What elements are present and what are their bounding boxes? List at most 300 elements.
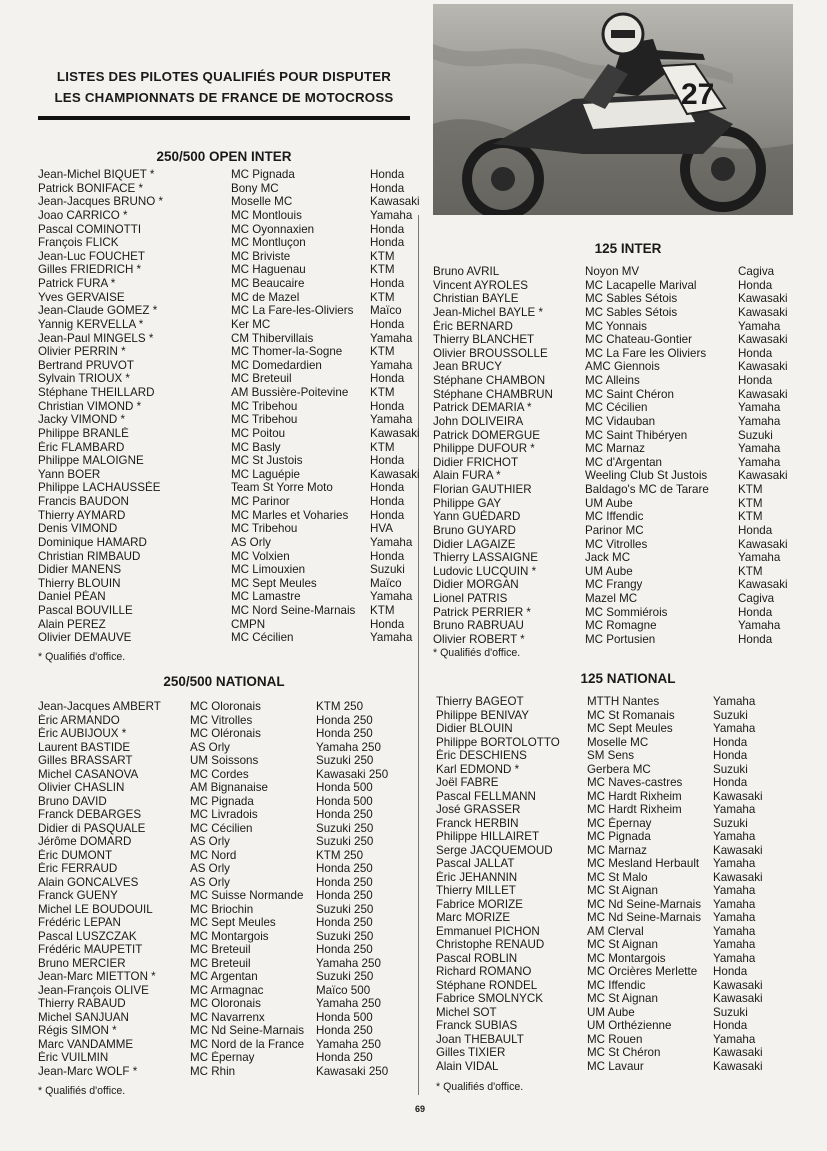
pilot-row: [38, 808, 396, 822]
pilot-name: Marc VANDAMME: [38, 1037, 134, 1051]
pilot-row: [38, 835, 396, 849]
motorcycle-brand: Yamaha: [370, 413, 413, 427]
club-name: MC Épernay: [587, 816, 652, 830]
pilot-name: Philippe HILLAIRET: [436, 830, 540, 844]
motorcycle-brand: Suzuki 250: [316, 929, 374, 943]
pilot-name: Pascal JALLAT: [436, 857, 515, 871]
pilot-row: [38, 1024, 396, 1038]
pilot-row: [38, 372, 440, 386]
motorcycle-brand: Yamaha 250: [316, 956, 381, 970]
club-name: MC Briochin: [190, 902, 254, 916]
pilot-row: [433, 551, 812, 565]
pilot-row: [436, 871, 775, 885]
motorcycle-brand: Yamaha: [370, 358, 413, 372]
club-name: UM Aube: [585, 496, 633, 510]
motorcycle-brand: Honda 250: [316, 1051, 373, 1065]
motorcycle-brand: Yamaha: [713, 924, 756, 938]
club-name: MC St Chéron: [587, 1046, 661, 1060]
club-name: MC Pignada: [587, 830, 651, 844]
pilot-row: [433, 401, 812, 415]
pilot-name: Éric FERRAUD: [38, 862, 118, 876]
pilot-row: [433, 360, 812, 374]
motorcycle-brand: Kawasaki: [738, 578, 788, 592]
club-name: MC Nord de la France: [190, 1037, 305, 1051]
motorcycle-brand: KTM 250: [316, 700, 364, 713]
pilot-name: Yannig KERVELLA *: [38, 317, 144, 331]
motorcycle-brand: Honda: [370, 372, 405, 386]
pilot-row: [38, 332, 440, 346]
page-headline: [38, 66, 410, 108]
club-name: MC Breteuil: [190, 956, 251, 970]
pilot-name: Jean-Jacques AMBERT: [38, 700, 161, 713]
pilot-row: [433, 606, 812, 620]
club-name: Jack MC: [585, 551, 631, 565]
pilot-row: [436, 992, 775, 1006]
motorcycle-brand: Kawasaki 250: [316, 1064, 389, 1078]
club-name: MC Poitou: [231, 426, 286, 440]
pilot-row: [38, 550, 440, 564]
pilot-name: Éric ARMANDO: [38, 713, 120, 727]
pilot-name: Bruno GUYARD: [433, 523, 516, 537]
pilot-name: Éric DUMONT: [38, 848, 113, 862]
pilot-row: [38, 889, 396, 903]
pilot-name: Emmanuel PICHON: [436, 924, 540, 938]
pilot-row: [433, 415, 812, 429]
club-name: MC Hardt Rixheim: [587, 789, 682, 803]
motorcycle-brand: Honda: [370, 277, 405, 290]
section-title-open-inter: 250/500 OPEN INTER: [156, 149, 292, 164]
motorcycle-brand: KTM: [370, 249, 395, 263]
pilot-name: José GRASSER: [436, 803, 521, 817]
motorcycle-brand: Kawasaki: [713, 789, 763, 803]
pilot-row: [38, 822, 396, 836]
club-name: MC Cécilien: [231, 631, 294, 645]
pilot-name: Jean-Marc MIETTON *: [38, 970, 156, 984]
pilot-row: [38, 563, 440, 577]
pilot-row: [38, 781, 396, 795]
pilot-row: [38, 400, 440, 414]
club-name: MC Oloronais: [190, 700, 261, 713]
pilot-name: Gilles TIXIER: [436, 1046, 506, 1060]
headline-line-2: LES CHAMPIONNATS DE FRANCE DE MOTOCROSS: [54, 90, 394, 105]
pilot-row: [38, 509, 440, 523]
club-name: MC Volxien: [231, 549, 290, 563]
pilot-row: [433, 565, 812, 579]
pilot-name: Joao CARRICO *: [38, 208, 128, 222]
pilot-name: Dominique HAMARD: [38, 535, 147, 549]
club-name: MC Sept Meules: [587, 722, 673, 736]
pilot-row: [436, 1046, 775, 1060]
club-name: MC Beaucaire: [231, 277, 305, 290]
motorcycle-brand: Kawasaki: [738, 387, 788, 401]
pilot-name: Didier FRICHOT: [433, 455, 519, 469]
motorcycle-brand: Yamaha: [370, 590, 413, 604]
motorcycle-brand: KTM: [370, 345, 395, 359]
pilot-name: Jean-Jacques BRUNO *: [38, 195, 164, 209]
pilot-row: [433, 333, 812, 347]
motorcycle-brand: KTM: [738, 483, 763, 496]
pilot-name: Fabrice SMOLNYCK: [436, 992, 543, 1006]
pilot-row: [38, 618, 440, 632]
club-name: MC Tribehou: [231, 399, 298, 413]
pilot-name: Alain GONCALVES: [38, 875, 139, 889]
pilot-row: [433, 374, 812, 388]
pilot-name: Patrick DOMERGUE: [433, 428, 540, 442]
pilot-row: [38, 849, 396, 863]
pilot-row: [433, 633, 812, 647]
club-name: MC Montluçon: [231, 236, 306, 250]
pilot-name: Olivier BROUSSOLLE: [433, 346, 548, 360]
club-name: MC Saint Chéron: [585, 387, 674, 401]
pilot-row: [38, 631, 440, 645]
pilot-row: [38, 250, 440, 264]
pilot-row: [436, 817, 775, 831]
motorcycle-brand: Yamaha: [713, 722, 756, 736]
club-name: MC d'Argentan: [585, 455, 662, 469]
motorcycle-brand: Honda: [370, 222, 405, 236]
pilot-row: [436, 803, 775, 817]
pilot-name: Jean-Luc FOUCHET: [38, 249, 145, 263]
pilot-name: Sylvain TRIOUX *: [38, 372, 130, 386]
pilot-row: [433, 429, 812, 443]
pilot-name: Jean-François OLIVE: [38, 983, 149, 997]
pilot-name: Thierry BLOUIN: [38, 576, 121, 590]
pilot-row: [433, 306, 812, 320]
pilot-row: [38, 413, 440, 427]
pilot-row: [38, 795, 396, 809]
open-inter-table: [38, 168, 440, 645]
pilot-row: [38, 345, 440, 359]
national-250-500-note: * Qualifiés d'office.: [38, 1085, 126, 1097]
pilot-name: John DOLIVEIRA: [433, 414, 524, 428]
pilot-name: Philippe LACHAUSSÉE: [38, 481, 161, 495]
club-name: MC Orcières Merlette: [587, 965, 698, 979]
pilot-name: Michel SOT: [436, 1005, 497, 1019]
motorcycle-brand: Yamaha 250: [316, 740, 381, 754]
motorcycle-brand: Honda 250: [316, 713, 373, 727]
motorcycle-brand: Honda: [713, 735, 748, 749]
club-name: Noyon MV: [585, 265, 640, 278]
club-name: AM Bussière-Poitevine: [231, 386, 349, 399]
pilot-row: [38, 195, 440, 209]
club-name: MC St Justois: [231, 454, 303, 468]
pilot-name: Patrick FURA *: [38, 277, 116, 290]
national-250-500-table: [38, 700, 396, 1078]
motorcycle-brand: Kawasaki: [370, 467, 420, 481]
motorcycle-brand: Cagiva: [738, 265, 775, 278]
club-name: MC Vitrolles: [190, 713, 253, 727]
pilot-row: [38, 236, 440, 250]
pilot-name: Christian RIMBAUD: [38, 549, 141, 563]
pilot-name: Jean-Marc WOLF *: [38, 1064, 138, 1078]
motorcycle-brand: Yamaha 250: [316, 997, 381, 1011]
motorcycle-brand: Honda: [370, 317, 405, 331]
club-name: AM Clerval: [587, 924, 644, 938]
motorcycle-brand: KTM: [370, 604, 395, 617]
club-name: MC Pignada: [190, 794, 254, 808]
pilot-name: Laurent BASTIDE: [38, 740, 131, 754]
motorcycle-brand: KTM: [738, 496, 763, 510]
pilot-name: Didier LAGAIZE: [433, 537, 516, 551]
pilot-row: [38, 1011, 396, 1025]
motorcycle-brand: Honda: [370, 236, 405, 250]
pilot-row: [436, 844, 775, 858]
pilot-row: [436, 1006, 775, 1020]
motorcycle-brand: Yamaha: [738, 442, 781, 456]
club-name: Baldago's MC de Tarare: [585, 483, 709, 496]
pilot-row: [38, 468, 440, 482]
motorcycle-brand: Honda: [738, 632, 773, 646]
motorcycle-brand: Yamaha: [713, 938, 756, 952]
motorcycle-brand: Kawasaki: [713, 1059, 763, 1073]
pilot-name: Philippe BENIVAY: [436, 708, 530, 722]
club-name: MC Vidauban: [585, 414, 656, 428]
motorcycle-brand: KTM: [738, 510, 763, 524]
club-name: MC Alleins: [585, 374, 640, 387]
club-name: UM Orthézienne: [587, 1019, 672, 1033]
pilot-name: Patrick BONIFACE *: [38, 181, 144, 195]
motorcycle-brand: Yamaha: [738, 319, 781, 333]
motorcycle-brand: Honda: [370, 549, 405, 563]
motorcycle-brand: Suzuki 250: [316, 821, 374, 835]
club-name: MC Montargois: [587, 951, 666, 965]
pilot-name: Pascal LUSZCZAK: [38, 929, 137, 943]
club-name: MC Vitrolles: [585, 537, 648, 551]
motorcycle-brand: Honda: [738, 346, 773, 360]
club-name: MC Domedardien: [231, 358, 322, 372]
club-name: MC Iffendic: [587, 978, 646, 992]
pilot-name: Jean-Michel BIQUET *: [38, 168, 155, 181]
pilot-name: Serge JACQUEMOUD: [436, 843, 553, 857]
club-name: MC Sommiérois: [585, 605, 668, 619]
motorcycle-brand: Yamaha: [713, 951, 756, 965]
pilot-row: [38, 427, 440, 441]
pilot-name: Éric JEHANNIN: [436, 870, 518, 884]
pilot-name: Fabrice MORIZE: [436, 897, 523, 911]
pilot-name: Philippe BORTOLOTTO: [436, 735, 560, 749]
pilot-row: [38, 997, 396, 1011]
motorcycle-brand: KTM: [370, 290, 395, 304]
pilot-name: Michel SANJUAN: [38, 1010, 129, 1024]
pilot-name: Thierry LASSAIGNE: [433, 551, 539, 565]
motorcycle-brand: Maïco 500: [316, 983, 371, 997]
motorcycle-brand: Yamaha: [713, 911, 756, 925]
section-title-national-250-500: 250/500 NATIONAL: [163, 674, 285, 689]
pilot-name: Olivier CHASLIN: [38, 781, 125, 795]
pilot-row: [433, 538, 812, 552]
club-name: Bony MC: [231, 181, 279, 195]
motorcycle-brand: Honda 250: [316, 875, 373, 889]
club-name: Ker MC: [231, 317, 271, 331]
pilot-row: [433, 279, 812, 293]
motorcycle-brand: KTM 250: [316, 848, 364, 862]
motorcycle-brand: Kawasaki: [370, 195, 420, 209]
pilot-row: [436, 979, 775, 993]
pilot-row: [38, 727, 396, 741]
club-name: MC Yonnais: [585, 319, 647, 333]
pilot-name: Régis SIMON *: [38, 1024, 117, 1038]
club-name: AS Orly: [190, 875, 230, 889]
pilot-row: [38, 291, 440, 305]
motorcycle-brand: Yamaha: [738, 455, 781, 469]
page-number: 69: [414, 1104, 425, 1114]
club-name: MC Chateau-Gontier: [585, 333, 692, 347]
pilot-row: [436, 695, 775, 709]
pilot-name: Éric FLAMBARD: [38, 440, 125, 454]
club-name: MC St Aignan: [587, 884, 658, 898]
pilot-name: Bruno DAVID: [38, 794, 107, 808]
club-name: MC Cécilien: [190, 821, 253, 835]
motorcycle-brand: Honda: [713, 1019, 748, 1033]
club-name: MC Lacapelle Marival: [585, 278, 697, 292]
motorcycle-brand: Maïco: [370, 304, 402, 318]
club-name: MC Briviste: [231, 249, 291, 263]
motorcycle-brand: Suzuki 250: [316, 754, 374, 768]
pilot-row: [436, 790, 775, 804]
motorcycle-brand: Yamaha: [738, 414, 781, 428]
club-name: MC Nd Seine-Marnais: [190, 1024, 305, 1038]
pilot-row: [38, 386, 440, 400]
club-name: MC Montlouis: [231, 208, 302, 222]
pilot-name: Bruno MERCIER: [38, 956, 126, 970]
motorcycle-brand: Yamaha: [713, 857, 756, 871]
pilot-name: Vincent AYROLES: [433, 278, 528, 292]
pilot-name: Alain VIDAL: [436, 1059, 499, 1073]
motorcycle-brand: Honda 250: [316, 808, 373, 822]
club-name: MC Basly: [231, 440, 281, 454]
motorcycle-brand: KTM: [370, 386, 395, 399]
pilot-row: [436, 763, 775, 777]
pilot-row: [436, 898, 775, 912]
pilot-row: [436, 952, 775, 966]
pilot-name: Michel CASANOVA: [38, 767, 139, 781]
pilot-name: Philippe BRANLÉ: [38, 426, 129, 440]
pilot-row: [38, 903, 396, 917]
motorcycle-brand: Honda: [370, 454, 405, 468]
motorcycle-brand: Honda: [370, 617, 405, 631]
pilot-name: Didier MORGAN: [433, 578, 519, 592]
motorcycle-brand: Kawasaki: [738, 333, 788, 347]
club-name: MC Nord Seine-Marnais: [231, 604, 356, 617]
motorcycle-brand: KTM: [370, 440, 395, 454]
pilot-row: [433, 442, 812, 456]
motorcycle-brand: Kawasaki: [738, 305, 788, 319]
pilot-name: Karl EDMOND *: [436, 762, 520, 776]
motorcycle-brand: Yamaha: [713, 695, 756, 708]
pilot-name: Denis VIMOND: [38, 522, 118, 536]
pilot-row: [436, 749, 775, 763]
club-name: Mazel MC: [585, 592, 638, 605]
pilot-row: [436, 925, 775, 939]
pilot-row: [433, 619, 812, 633]
pilot-name: Franck GUENY: [38, 889, 118, 903]
motorcycle-brand: Kawasaki 250: [316, 767, 389, 781]
pilot-name: Éric DESCHIENS: [436, 749, 527, 763]
pilot-row: [433, 592, 812, 606]
pilot-row: [433, 388, 812, 402]
pilot-name: Philippe DUFOUR *: [433, 442, 535, 456]
pilot-row: [433, 497, 812, 511]
pilot-name: Stéphane CHAMBON: [433, 374, 546, 387]
club-name: AS Orly: [190, 862, 230, 876]
club-name: Team St Yorre Moto: [231, 481, 333, 495]
pilot-name: Olivier PERRIN *: [38, 345, 126, 359]
club-name: MC Breteuil: [190, 943, 251, 957]
club-name: MC Oléronais: [190, 727, 261, 741]
motorcycle-brand: Yamaha: [370, 331, 413, 345]
national-125-table: [436, 695, 775, 1073]
club-name: Parinor MC: [585, 523, 644, 537]
pilot-row: [38, 359, 440, 373]
pilot-row: [436, 938, 775, 952]
club-name: MC Nord: [190, 848, 237, 862]
club-name: MC St Malo: [587, 870, 648, 884]
club-name: MC Pignada: [231, 168, 295, 181]
pilot-row: [38, 522, 440, 536]
pilot-row: [436, 911, 775, 925]
pilot-name: Pascal BOUVILLE: [38, 604, 133, 617]
motorcycle-brand: Honda: [370, 168, 405, 181]
pilot-name: Jean-Michel BAYLE *: [433, 305, 543, 319]
pilot-name: Joël FABRE: [436, 776, 499, 790]
pilot-name: Jean-Claude GOMEZ *: [38, 304, 158, 318]
motorcycle-brand: Honda 250: [316, 1024, 373, 1038]
club-name: MC St Romanais: [587, 708, 675, 722]
pilot-row: [38, 970, 396, 984]
motorcycle-brand: Kawasaki: [738, 469, 788, 483]
pilot-row: [38, 604, 440, 618]
pilot-row: [38, 182, 440, 196]
pilot-row: [38, 916, 396, 930]
national-125-note: * Qualifiés d'office.: [436, 1081, 524, 1093]
pilot-row: [38, 168, 440, 182]
motorcycle-brand: Yamaha 250: [316, 1037, 381, 1051]
club-name: MC Parinor: [231, 495, 290, 508]
motorcycle-brand: Honda: [370, 399, 405, 413]
motorcycle-brand: Honda: [738, 374, 773, 387]
club-name: UM Aube: [587, 1005, 635, 1019]
club-name: MC Saint Thibéryen: [585, 428, 688, 442]
pilot-name: Franck DEBARGES: [38, 808, 142, 822]
motorcycle-brand: Suzuki 250: [316, 970, 374, 984]
pilot-row: [38, 277, 440, 291]
pilot-row: [38, 700, 396, 714]
open-inter-note: * Qualifiés d'office.: [38, 651, 126, 663]
club-name: Weeling Club St Justois: [585, 469, 708, 483]
club-name: MC Nd Seine-Marnais: [587, 897, 702, 911]
pilot-row: [433, 469, 812, 483]
pilot-name: Marc MORIZE: [436, 911, 511, 925]
pilot-row: [38, 930, 396, 944]
pilot-row: [38, 943, 396, 957]
club-name: CM Thibervillais: [231, 331, 314, 345]
pilot-name: Franck HERBIN: [436, 816, 519, 830]
club-name: MC Sables Sétois: [585, 305, 678, 319]
club-name: MTTH Nantes: [587, 695, 660, 708]
pilot-row: [38, 454, 440, 468]
pilot-name: Éric AUBIJOUX *: [38, 727, 127, 741]
pilot-name: Gilles BRASSART: [38, 754, 133, 768]
pilot-name: Philippe GAY: [433, 496, 502, 510]
pilot-row: [433, 320, 812, 334]
pilot-name: Yves GERVAISE: [38, 290, 125, 304]
motorcycle-brand: Honda: [713, 776, 748, 790]
motorcycle-brand: Honda 250: [316, 916, 373, 930]
pilot-name: Thierry BAGEOT: [436, 695, 524, 708]
motorcycle-brand: Honda: [713, 749, 748, 763]
pilot-name: Christian VIMOND *: [38, 399, 142, 413]
pilot-row: [38, 754, 396, 768]
